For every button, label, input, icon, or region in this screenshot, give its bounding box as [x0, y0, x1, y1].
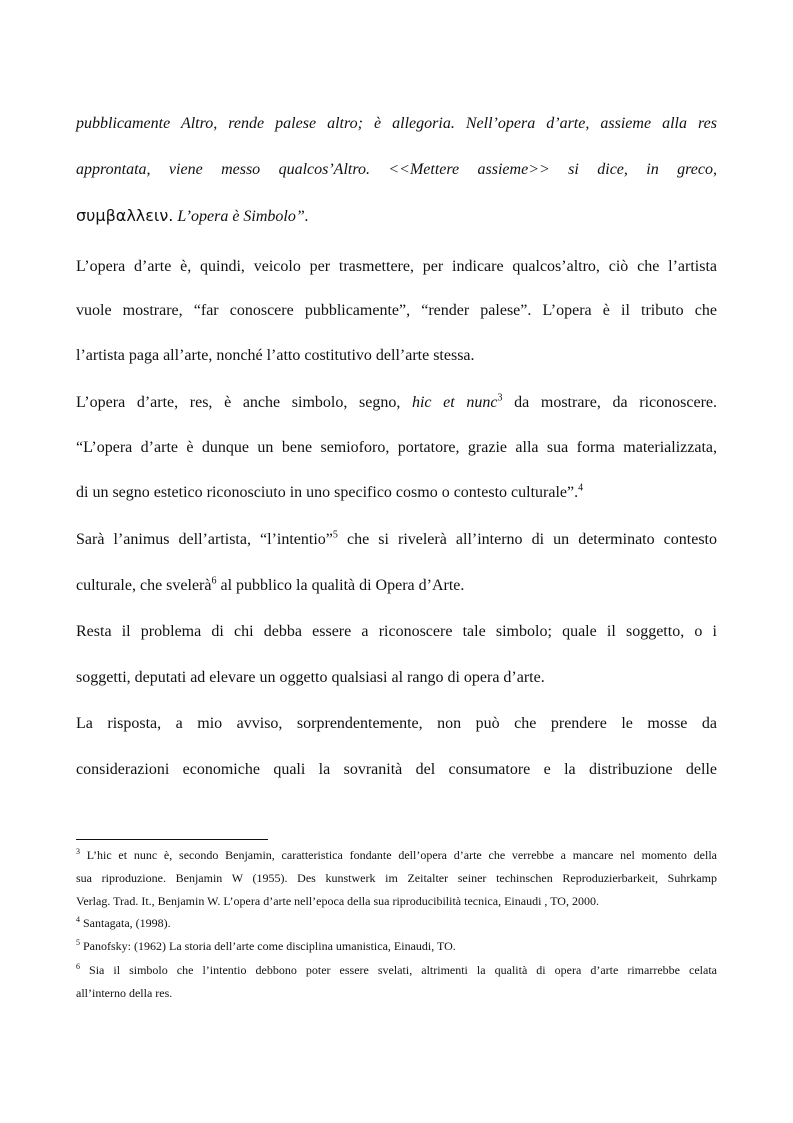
footnote-5-text: Panofsky: (1962) La storia dell’arte come disciplina umanistica, Einaudi, TO. — [80, 939, 456, 953]
body-line-10-b: che si rivelerà all’interno di un determinato contesto — [337, 531, 717, 548]
body-line-6: l’artista paga all’arte, nonché l’atto costitutivo dell’arte stessa. — [76, 347, 475, 364]
footnote-3-line-2: sua riproduzione. Benjamin W (1955). Des kunstwerk im Zeitalter seiner techinschen Reproduzierbarkeit, Suhrkamp — [76, 871, 717, 885]
footnote-6-line-2: all’interno della res. — [76, 986, 173, 1000]
body-line-14: La risposta, a mio avviso, sorprendentemente, non può che prendere le mosse da — [76, 715, 717, 732]
footnote-4 — [76, 915, 717, 931]
body-line-9-text: di un segno estetico riconosciuto in uno specifico cosmo o contesto culturale”. — [76, 484, 579, 501]
body-line-11 — [76, 576, 717, 596]
body-line-7-a: L’opera d’arte, res, è anche simbolo, segno, — [76, 394, 412, 411]
body-line-8: “L’opera d’arte è dunque un bene semioforo, portatore, grazie alla sua forma materializzata, — [76, 439, 717, 456]
footnote-3-number: 3 — [76, 847, 80, 856]
body-line-3-text: L’opera è Simbolo”. — [173, 208, 309, 225]
footnote-4-number: 4 — [76, 915, 80, 924]
body-line-10 — [76, 530, 717, 550]
footnote-separator — [76, 839, 268, 840]
body-line-4: L’opera d’arte è, quindi, veicolo per trasmettere, per indicare qualcos’altro, ciò che l’artista — [76, 258, 717, 275]
body-line-7-b: da mostrare, da riconoscere. — [502, 394, 717, 411]
footnote-ref-6: 6 — [211, 575, 217, 587]
footnote-ref-3: 3 — [497, 392, 503, 404]
footnote-ref-5: 5 — [332, 529, 338, 541]
greek-word: συμβαλλειν. — [76, 206, 174, 225]
body-line-13: soggetti, deputati ad elevare un oggetto qualsiasi al rango di opera d’arte. — [76, 669, 545, 686]
body-line-3 — [76, 206, 717, 227]
body-line-11-a: culturale, che svelerà — [76, 577, 212, 594]
footnote-5-number: 5 — [76, 938, 80, 947]
footnote-3-line-3: Verlag. Trad. It., Benjamin W. L’opera d’arte nell’epoca della sua riproducibilità tecnica, Einaudi , TO, 2000. — [76, 894, 599, 908]
body-line-11-b: al pubblico la qualità di Opera d’Arte. — [216, 577, 465, 594]
body-line-12: Resta il problema di chi debba essere a riconoscere tale simbolo; quale il soggetto, o i — [76, 623, 717, 640]
footnote-6-line-1 — [76, 962, 717, 978]
body-line-1: pubblicamente Altro, rende palese altro; è allegoria. Nell’opera d’arte, assieme alla res — [76, 115, 717, 132]
footnote-6-text-1: Sia il simbolo che l’intentio debbono poter essere svelati, altrimenti la qualità di opera d’arte rimarrebbe celata — [80, 963, 717, 977]
footnote-3-text-1: L’hic et nunc è, secondo Benjamin, caratteristica fondante dell’opera d’arte che verrebbe a mancare nel momento della — [80, 848, 717, 862]
body-line-10-a: Sarà l’animus dell’artista, “l’intentio” — [76, 531, 333, 548]
footnote-5 — [76, 938, 717, 954]
hic-et-nunc: hic et nunc — [411, 394, 498, 411]
footnote-6-number: 6 — [76, 962, 80, 971]
body-line-15: considerazioni economiche quali la sovranità del consumatore e la distribuzione delle — [76, 761, 717, 778]
footnote-4-text: Santagata, (1998). — [80, 916, 171, 930]
body-line-2: approntata, viene messo qualcos’Altro. <<Mettere assieme>> si dice, in greco, — [76, 161, 717, 178]
body-line-9 — [76, 483, 717, 503]
body-line-5: vuole mostrare, “far conoscere pubblicamente”, “render palese”. L’opera è il tributo che — [76, 302, 717, 319]
footnote-3-line-1 — [76, 847, 717, 863]
body-line-7 — [76, 393, 717, 413]
footnote-ref-4: 4 — [578, 482, 584, 494]
